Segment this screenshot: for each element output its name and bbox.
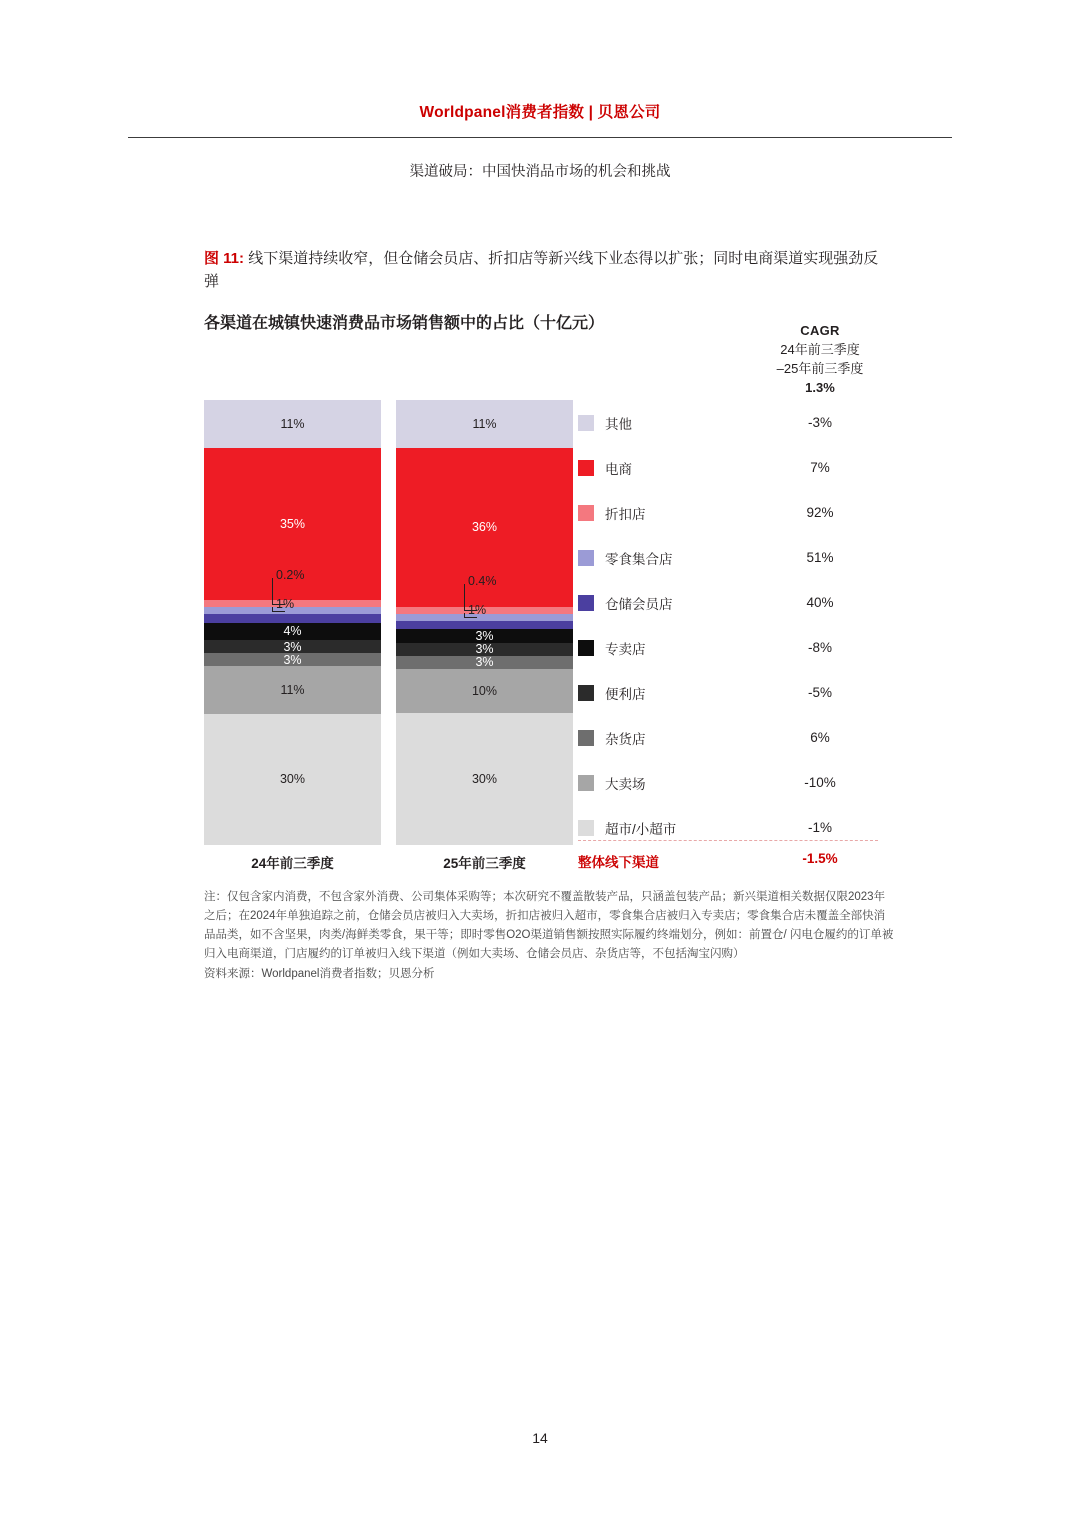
chart-source: 资料来源：Worldpanel消费者指数；贝恩分析 xyxy=(204,968,435,980)
legend-item xyxy=(578,535,758,580)
bar-segment-label: 35% xyxy=(279,516,306,531)
legend-item xyxy=(578,490,758,535)
legend-item xyxy=(578,580,758,625)
bar-segment-label: 3% xyxy=(475,655,494,670)
legend-label: 其他 xyxy=(605,416,632,432)
legend-swatch xyxy=(578,685,594,701)
legend-item xyxy=(578,400,758,445)
bar-segment-callout-label: 1% xyxy=(276,596,295,611)
chart-title: 各渠道在城镇快速消费品市场销售额中的占比（十亿元） xyxy=(204,315,605,332)
bar-column-2024 xyxy=(204,400,381,845)
cagr-header-period-2: –25年前三季度 xyxy=(776,360,864,376)
cagr-header xyxy=(745,322,895,397)
bar-segment xyxy=(204,623,381,640)
bar-segment-callout-label: 1% xyxy=(468,603,487,618)
cagr-value: 92% xyxy=(806,505,834,520)
bar-segment-label: 11% xyxy=(280,416,305,431)
x-axis-label-2025: 25年前三季度 xyxy=(443,856,526,871)
legend-label: 超市/小超市 xyxy=(605,821,677,837)
legend-label: 零食集合店 xyxy=(605,551,673,567)
cagr-value: -3% xyxy=(807,415,832,430)
cagr-value: -8% xyxy=(807,640,832,655)
figure-caption xyxy=(204,247,884,294)
legend-item xyxy=(578,670,758,715)
x-axis-label-2024: 24年前三季度 xyxy=(251,856,334,871)
total-divider xyxy=(578,840,878,841)
offline-total-value: -1.5% xyxy=(802,851,838,866)
legend-swatch xyxy=(578,820,594,836)
legend-label: 电商 xyxy=(605,461,632,477)
callout-leader-line xyxy=(272,607,285,612)
legend-label: 便利店 xyxy=(605,686,646,702)
figure-number: 图 11: xyxy=(204,250,245,267)
legend-label: 折扣店 xyxy=(605,506,646,522)
figure-caption-text: 线下渠道持续收窄，但仓储会员店、折扣店等新兴线下业态得以扩张；同时电商渠道实现强劲反弹 xyxy=(204,250,879,291)
bar-segment xyxy=(396,400,573,448)
legend-item xyxy=(578,445,758,490)
bar-segment-label: 4% xyxy=(283,624,302,639)
legend-item xyxy=(578,715,758,760)
legend-swatch xyxy=(578,775,594,791)
cagr-header-label: CAGR xyxy=(800,323,840,338)
bar-segment-callout-label: 0.4% xyxy=(468,574,497,589)
bar-segment-label: 3% xyxy=(283,639,302,654)
cagr-value: 51% xyxy=(806,550,834,565)
legend-label: 专卖店 xyxy=(605,641,646,657)
bar-segment xyxy=(204,640,381,653)
legend-item xyxy=(578,760,758,805)
callout-leader-line xyxy=(464,613,477,618)
chart-legend xyxy=(578,400,758,850)
page-number: 14 xyxy=(532,1430,548,1446)
bar-segment xyxy=(396,656,573,669)
bar-segment xyxy=(396,629,573,642)
cagr-value: -5% xyxy=(807,685,832,700)
bar-segment xyxy=(396,669,573,713)
bar-segment-label: 11% xyxy=(280,683,305,698)
legend-swatch xyxy=(578,730,594,746)
legend-item xyxy=(578,625,758,670)
legend-label: 仓储会员店 xyxy=(605,596,673,612)
bar-segment xyxy=(396,643,573,656)
cagr-header-period-1: 24年前三季度 xyxy=(780,341,860,357)
legend-label: 大卖场 xyxy=(605,776,646,792)
header-brand: Worldpanel消费者指数 | 贝恩公司 xyxy=(419,104,661,121)
bar-segment xyxy=(204,400,381,448)
cagr-value: 40% xyxy=(806,595,834,610)
bar-segment-label: 3% xyxy=(283,652,302,667)
bar-segment-callout-label: 0.2% xyxy=(276,567,305,582)
bar-segment xyxy=(396,713,573,845)
offline-total-label: 整体线下渠道 xyxy=(578,855,659,870)
bar-segment-label: 30% xyxy=(471,771,498,786)
legend-item xyxy=(578,805,758,850)
header-subtitle: 渠道破局：中国快消品市场的机会和挑战 xyxy=(409,164,671,180)
cagr-total-value: 1.3% xyxy=(805,379,835,395)
cagr-value: -10% xyxy=(804,775,836,790)
legend-swatch xyxy=(578,550,594,566)
legend-swatch xyxy=(578,460,594,476)
legend-swatch xyxy=(578,505,594,521)
cagr-value: 7% xyxy=(810,460,830,475)
legend-swatch xyxy=(578,595,594,611)
bar-segment xyxy=(204,614,381,623)
header-divider xyxy=(128,137,952,138)
legend-swatch xyxy=(578,415,594,431)
bar-segment xyxy=(204,666,381,714)
bar-segment-label: 30% xyxy=(279,772,306,787)
chart-notes: 注：仅包含家内消费，不包含家外消费、公司集体采购等；本次研究不覆盖散装产品，只涵盖包装产品；新兴渠道相关数据仅限2023年之后；在2024年单独追踪之前，仓储会员店被归入大卖场，折扣店被归入超市，零食集合店被归入专卖店；零食集合店未覆盖全部快消品品类，如不含坚果，肉类/海鲜类零食，果干等；即时零售O2O渠道销售额按照实际履约终端划分，例如：前置仓/ 闪电仓履约的订单被归入电商渠道，门店履约的订单被归入线下渠道（例如大卖场、仓储会员店、杂货店等，不包括淘宝闪购） xyxy=(204,891,894,960)
bar-column-2025 xyxy=(396,400,573,845)
bar-segment xyxy=(204,714,381,845)
legend-swatch xyxy=(578,640,594,656)
bar-segment-label: 3% xyxy=(475,628,494,643)
cagr-value: -1% xyxy=(807,820,832,835)
legend-label: 杂货店 xyxy=(605,731,646,747)
bar-segment-label: 3% xyxy=(475,642,494,656)
bar-segment-label: 11% xyxy=(472,416,497,431)
bar-segment-label: 36% xyxy=(471,520,498,535)
cagr-values-column xyxy=(745,400,895,850)
bar-segment-label: 10% xyxy=(471,683,498,698)
cagr-value: 6% xyxy=(810,730,830,745)
bar-segment xyxy=(204,653,381,666)
